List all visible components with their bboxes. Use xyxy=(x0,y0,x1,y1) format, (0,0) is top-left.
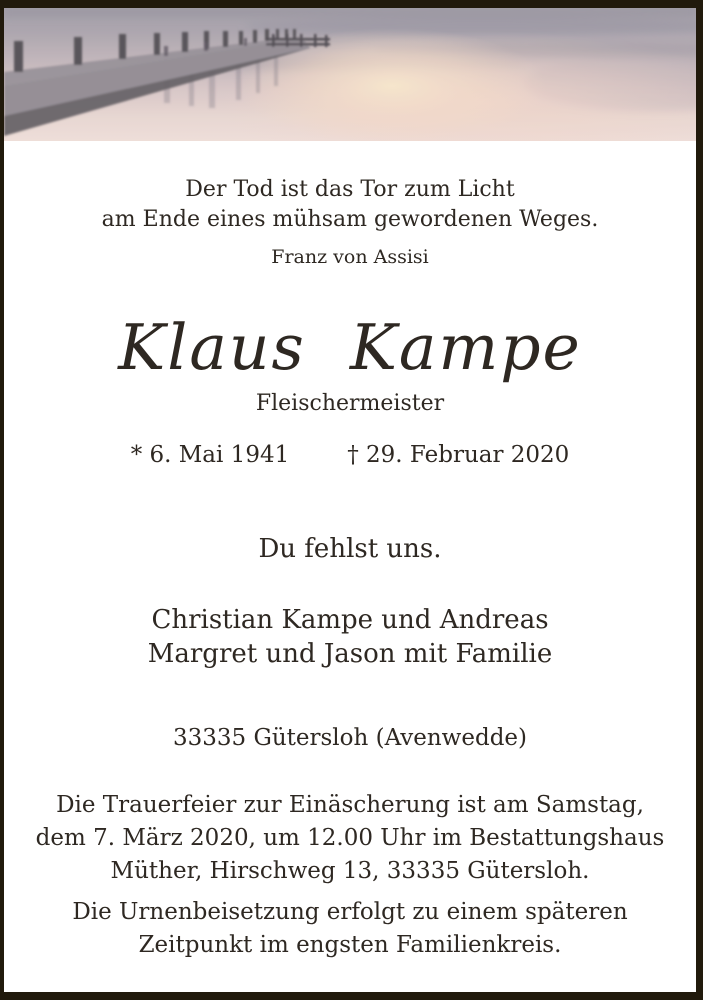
pier-sunset-photo xyxy=(4,8,696,141)
notice-body xyxy=(4,175,696,962)
life-dates xyxy=(4,439,696,471)
funeral-line-1: Die Trauerfeier zur Einäscherung ist am Samstag, xyxy=(56,792,644,818)
funeral-line-3: Müther, Hirschweg 13, 33335 Gütersloh. xyxy=(110,858,590,884)
burial-line-2: Zeitpunkt im engsten Familienkreis. xyxy=(138,932,562,958)
funeral-details xyxy=(4,789,696,888)
mourners-line-2: Margret und Jason mit Familie xyxy=(147,639,553,669)
opening-quote xyxy=(4,175,696,235)
farewell-line: Du fehlst uns. xyxy=(258,534,442,564)
birth-date: * 6. Mai 1941 xyxy=(130,442,290,468)
deceased-name: Klaus Kampe xyxy=(118,311,582,384)
quote-attribution: Franz von Assisi xyxy=(271,246,429,268)
funeral-line-2: dem 7. März 2020, um 12.00 Uhr im Bestattungshaus xyxy=(35,825,665,851)
mourners-list xyxy=(4,603,696,671)
location-line: 33335 Gütersloh (Avenwedde) xyxy=(172,725,528,751)
burial-line-1: Die Urnenbeisetzung erfolgt zu einem späteren xyxy=(72,899,628,925)
mourners-line-1: Christian Kampe und Andreas xyxy=(151,605,549,635)
burial-details xyxy=(4,896,696,962)
quote-line-1: Der Tod ist das Tor zum Licht xyxy=(185,177,515,202)
quote-line-2: am Ende eines mühsam gewordenen Weges. xyxy=(101,207,599,232)
deceased-profession: Fleischermeister xyxy=(255,391,445,416)
death-date: † 29. Februar 2020 xyxy=(347,442,570,468)
